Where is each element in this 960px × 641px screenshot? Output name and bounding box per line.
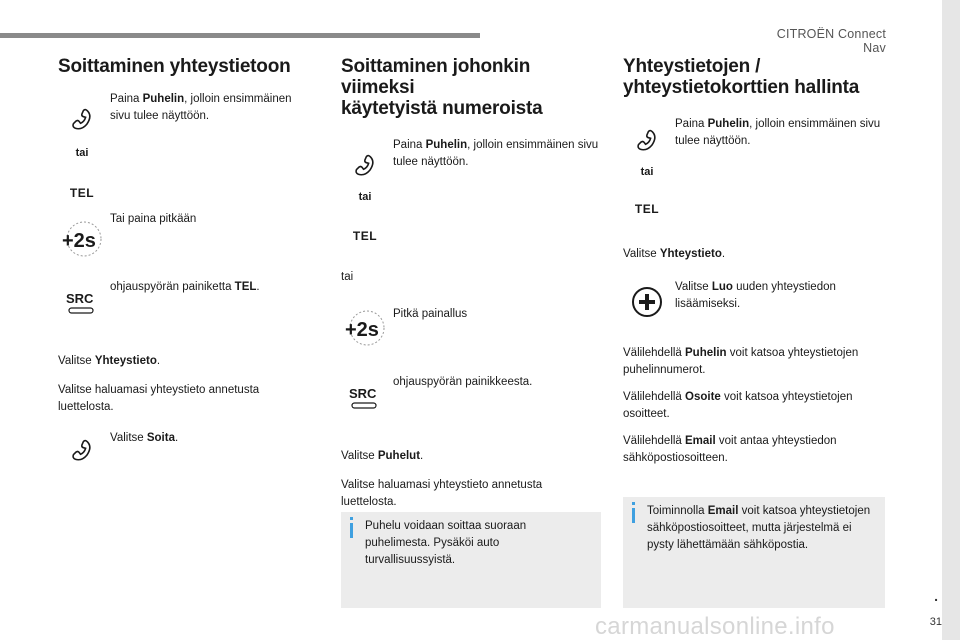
paragraph: Valitse Yhteystieto. bbox=[623, 248, 726, 260]
step-long-press bbox=[58, 211, 310, 279]
column-call-contact bbox=[58, 56, 310, 470]
step-text: Tai paina pitkään bbox=[110, 213, 197, 225]
info-note bbox=[623, 497, 885, 608]
step-text: Pitkä painallus bbox=[393, 308, 468, 320]
section-title: Soittaminen johonkin viimeksi käytetyistä numeroista bbox=[341, 56, 543, 119]
phone-handset-icon bbox=[58, 105, 106, 140]
column-recent-calls bbox=[341, 56, 599, 511]
plus-circle-icon bbox=[623, 285, 671, 324]
svg-text:+2s: +2s bbox=[62, 230, 96, 252]
section-title: Yhteystietojen / yhteystietokorttien hallinta bbox=[623, 56, 860, 98]
step-text: Valitse Soita. bbox=[110, 432, 179, 444]
step-src-button bbox=[341, 374, 599, 444]
step-call bbox=[58, 430, 310, 470]
column-manage-contacts bbox=[623, 56, 885, 467]
step-press-phone bbox=[58, 91, 310, 211]
note-text: Toiminnolla Email voit katsoa yhteystietojen sähköpostiosoitteet, mutta järjestelmä ei pysty lähettämään sähköpostia. bbox=[647, 505, 871, 551]
continuation-dots: . bbox=[934, 588, 938, 604]
long-press-2s-icon bbox=[58, 217, 106, 266]
svg-text:SRC: SRC bbox=[66, 291, 94, 306]
step-text: Paina Puhelin, jolloin ensimmäinen sivu tulee näyttöön. bbox=[110, 93, 292, 122]
info-icon bbox=[632, 502, 635, 505]
tel-label: TEL bbox=[69, 186, 95, 200]
phone-handset-icon bbox=[341, 151, 389, 186]
step-text: Paina Puhelin, jolloin ensimmäinen sivu tulee näyttöön. bbox=[393, 139, 599, 168]
side-strip bbox=[942, 0, 960, 640]
phone-handset-icon bbox=[58, 436, 106, 471]
paragraph: Välilehdellä Osoite voit katsoa yhteystietojen osoitteet. bbox=[623, 391, 853, 420]
top-rule bbox=[0, 33, 480, 38]
paragraph: tai bbox=[341, 271, 354, 283]
paragraph: Valitse haluamasi yhteystieto annetusta luettelosta. bbox=[341, 479, 543, 508]
src-button-icon bbox=[341, 384, 389, 419]
tai-label: tai bbox=[75, 147, 89, 159]
step-text: Paina Puhelin, jolloin ensimmäinen sivu tulee näyttöön. bbox=[675, 118, 881, 147]
info-icon-bar bbox=[632, 508, 635, 523]
info-icon bbox=[350, 517, 353, 520]
step-text: ohjauspyörän painikkeesta. bbox=[393, 376, 533, 388]
tai-label: tai bbox=[358, 191, 372, 203]
paragraph: Välilehdellä Email voit antaa yhteystiedon sähköpostiosoitteen. bbox=[623, 435, 837, 464]
step-text: Valitse Luo uuden yhteystiedon lisäämiseksi. bbox=[675, 281, 836, 310]
header-title: CITROËN Connect Nav bbox=[776, 27, 886, 55]
step-press-phone bbox=[341, 137, 599, 269]
section-title: Soittaminen yhteystietoon bbox=[58, 56, 291, 77]
svg-text:+2s: +2s bbox=[345, 319, 379, 341]
step-text: ohjauspyörän painiketta TEL. bbox=[110, 281, 260, 293]
phone-handset-icon bbox=[623, 126, 671, 161]
svg-text:SRC: SRC bbox=[349, 386, 377, 401]
step-create bbox=[623, 279, 885, 337]
src-button-icon bbox=[58, 289, 106, 324]
paragraph: Valitse haluamasi yhteystieto annetusta luettelosta. bbox=[58, 384, 260, 413]
tel-label: TEL bbox=[634, 202, 660, 216]
note-text: Puhelu voidaan soittaa suoraan puhelimesta. Pysäköi auto turvallisuussyistä. bbox=[365, 520, 527, 566]
paragraph: Valitse Puhelut. bbox=[341, 450, 424, 462]
step-src-button bbox=[58, 279, 310, 345]
watermark: carmanualsonline.info bbox=[595, 613, 835, 640]
tai-label: tai bbox=[640, 166, 654, 178]
long-press-2s-icon bbox=[341, 306, 389, 355]
page-number: 31 bbox=[929, 616, 942, 628]
paragraph: Valitse Yhteystieto. bbox=[58, 355, 161, 367]
tel-label: TEL bbox=[352, 229, 378, 243]
info-icon-bar bbox=[350, 523, 353, 538]
step-long-press bbox=[341, 306, 599, 374]
paragraph: Välilehdellä Puhelin voit katsoa yhteystietojen puhelinnumerot. bbox=[623, 347, 859, 376]
info-note bbox=[341, 512, 601, 608]
step-press-phone bbox=[623, 116, 885, 246]
